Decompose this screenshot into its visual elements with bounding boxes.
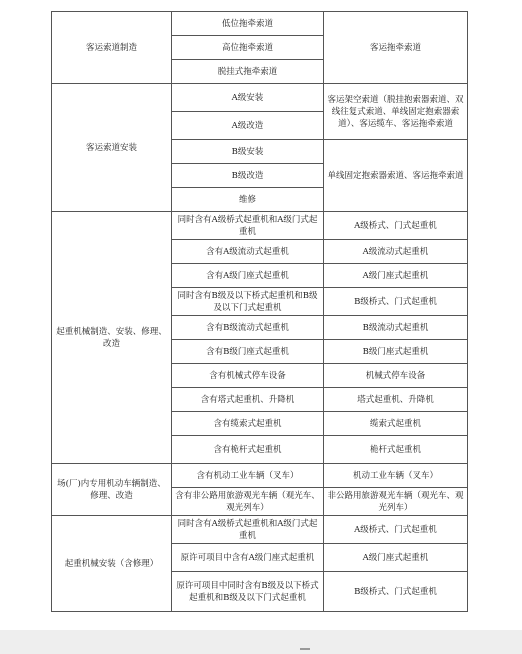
category-cell: 场(厂)内专用机动车辆制造、修理、改造	[52, 464, 172, 516]
item-cell: 脱挂式拖牵索道	[172, 60, 324, 84]
item-cell: B级安装	[172, 140, 324, 164]
scope-cell: 桅杆式起重机	[324, 436, 468, 464]
item-cell: 原许可项目中含有A级门座式起重机	[172, 544, 324, 572]
scope-cell: A级桥式、门式起重机	[324, 516, 468, 544]
page-footer-band	[0, 630, 522, 654]
category-cell: 客运索道制造	[52, 12, 172, 84]
table-row	[52, 84, 468, 112]
scope-cell: 客运架空索道（脱挂抱索器索道、双线往复式索道、单线固定抱索器索道）、客运缆车、客运拖牵索道	[324, 84, 468, 140]
item-cell: 含有塔式起重机、升降机	[172, 388, 324, 412]
category-cell: 起重机械安装（含修理）	[52, 516, 172, 612]
scope-cell: 客运拖牵索道	[324, 12, 468, 84]
table-row	[52, 12, 468, 36]
item-cell: B级改造	[172, 164, 324, 188]
item-cell: 低位拖牵索道	[172, 12, 324, 36]
item-cell: 含有桅杆式起重机	[172, 436, 324, 464]
item-cell: 含有非公路用旅游观光车辆（观光车、观光列车）	[172, 488, 324, 516]
category-cell: 起重机械制造、安装、修理、改造	[52, 212, 172, 464]
table-row	[52, 212, 468, 240]
scope-cell: 缆索式起重机	[324, 412, 468, 436]
scope-cell: A级门座式起重机	[324, 544, 468, 572]
scan-mark	[300, 648, 310, 650]
table-row	[52, 516, 468, 544]
scope-cell: 机动工业车辆（叉车）	[324, 464, 468, 488]
scope-cell: 机械式停车设备	[324, 364, 468, 388]
scope-cell: B级桥式、门式起重机	[324, 288, 468, 316]
item-cell: 含有机械式停车设备	[172, 364, 324, 388]
scope-cell: 单线固定抱索器索道、客运拖牵索道	[324, 140, 468, 212]
item-cell: 同时含有A级桥式起重机和A级门式起重机	[172, 516, 324, 544]
item-cell: A级改造	[172, 112, 324, 140]
item-cell: 同时含有A级桥式起重机和A级门式起重机	[172, 212, 324, 240]
item-cell: 高位拖牵索道	[172, 36, 324, 60]
table-row	[52, 464, 468, 488]
category-cell: 客运索道安装	[52, 84, 172, 212]
item-cell: 维修	[172, 188, 324, 212]
scope-cell: A级门座式起重机	[324, 264, 468, 288]
item-cell: 含有缆索式起重机	[172, 412, 324, 436]
item-cell: 含有A级门座式起重机	[172, 264, 324, 288]
item-cell: A级安装	[172, 84, 324, 112]
scope-cell: A级流动式起重机	[324, 240, 468, 264]
scope-cell: B级流动式起重机	[324, 316, 468, 340]
license-scope-table	[51, 11, 468, 612]
item-cell: 同时含有B级及以下桥式起重机和B级及以下门式起重机	[172, 288, 324, 316]
item-cell: 含有A级流动式起重机	[172, 240, 324, 264]
item-cell: 原许可项目中同时含有B级及以下桥式起重机和B级及以下门式起重机	[172, 572, 324, 612]
item-cell: 含有B级门座式起重机	[172, 340, 324, 364]
item-cell: 含有B级流动式起重机	[172, 316, 324, 340]
scope-cell: A级桥式、门式起重机	[324, 212, 468, 240]
item-cell: 含有机动工业车辆（叉车）	[172, 464, 324, 488]
scope-cell: 塔式起重机、升降机	[324, 388, 468, 412]
scope-cell: B级门座式起重机	[324, 340, 468, 364]
scope-cell: B级桥式、门式起重机	[324, 572, 468, 612]
scope-cell: 非公路用旅游观光车辆（观光车、观光列车）	[324, 488, 468, 516]
